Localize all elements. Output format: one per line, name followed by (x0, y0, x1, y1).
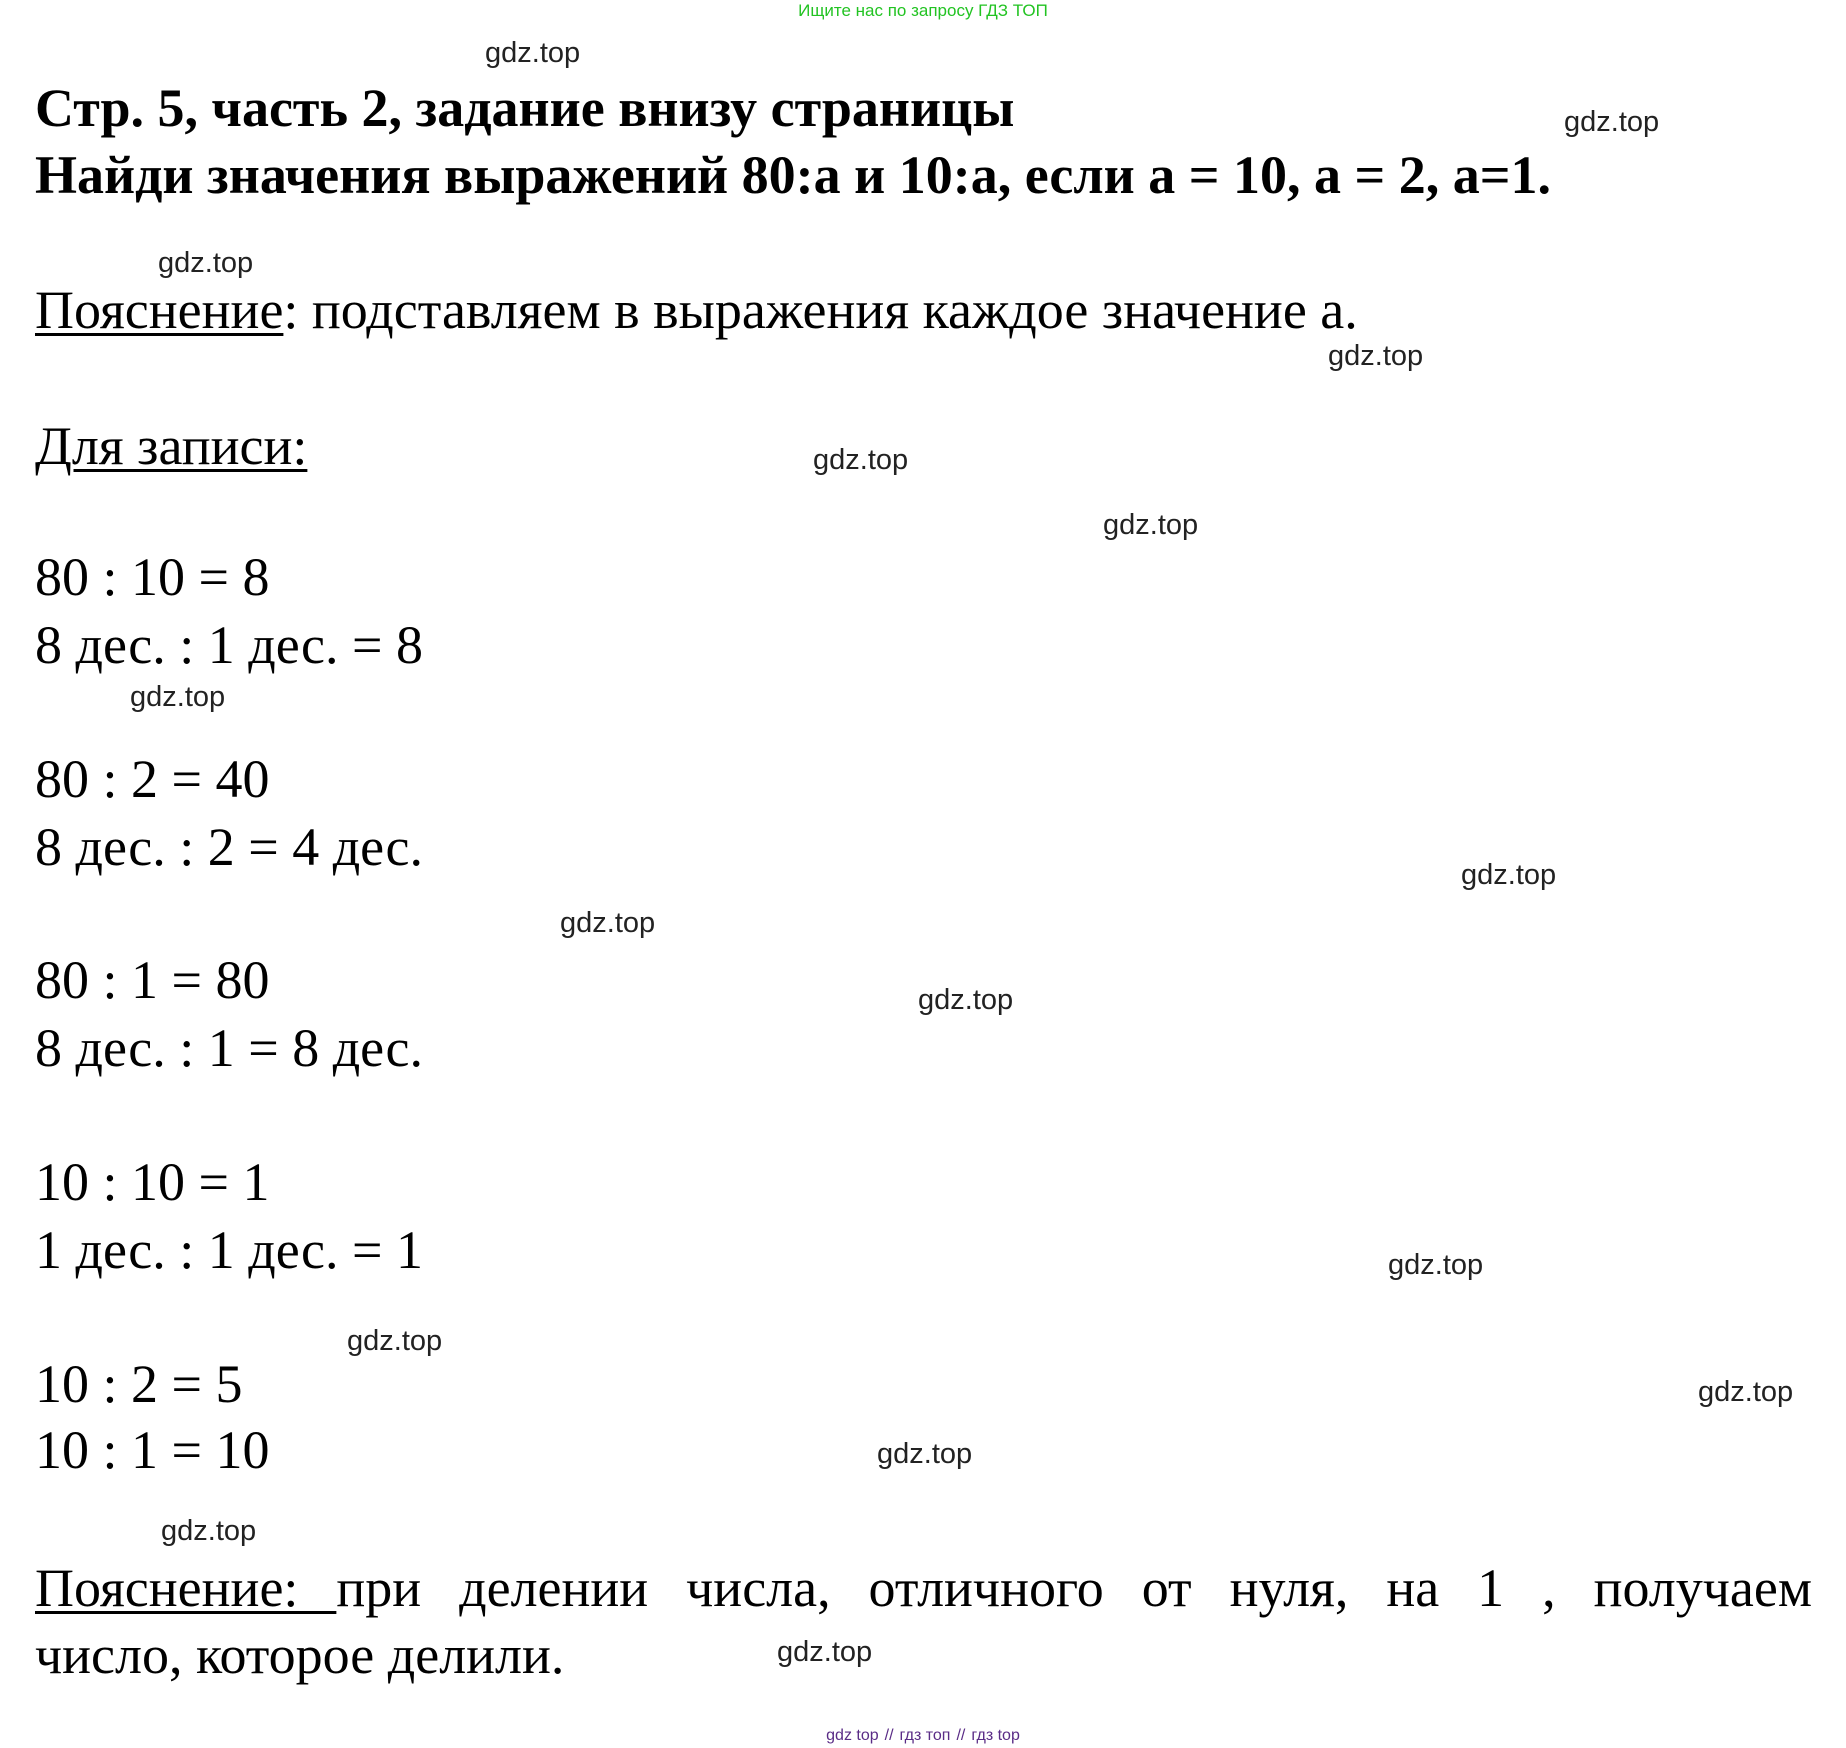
watermark: gdz.top (877, 1438, 973, 1470)
watermark: gdz.top (130, 681, 226, 713)
calc-line: 10 : 10 = 1 (35, 1152, 270, 1212)
explanation-first (35, 278, 1358, 342)
page-title: Стр. 5, часть 2, задание внизу страницы (35, 78, 1015, 138)
watermark: gdz.top (161, 1515, 257, 1547)
calc-line: 8 дес. : 2 = 4 дес. (35, 817, 423, 877)
explanation-second-line1 (35, 1555, 1812, 1622)
watermark: gdz.top (1461, 859, 1557, 891)
footer-item: гдз топ (899, 1727, 951, 1744)
watermark: gdz.top (918, 984, 1014, 1016)
calc-line: 10 : 2 = 5 (35, 1354, 243, 1414)
watermark: gdz.top (1388, 1249, 1484, 1281)
watermark: gdz.top (1328, 340, 1424, 372)
record-label: Для записи: (35, 416, 308, 476)
calc-line: 80 : 1 = 80 (35, 950, 270, 1010)
watermark: gdz.top (158, 247, 254, 279)
calc-line: 8 дес. : 1 дес. = 8 (35, 615, 423, 675)
watermark: gdz.top (1103, 509, 1199, 541)
footer-item: gdz top (826, 1727, 879, 1744)
footer-separator: // (884, 1727, 894, 1744)
explanation-second-text: при делении числа, отличного от нуля, на 1 , получаем (336, 1558, 1812, 1618)
explanation-second-line2: число, которое делили. (35, 1625, 565, 1685)
calc-line: 10 : 1 = 10 (35, 1420, 270, 1480)
explanation-text: : подставляем в выражения каждое значение а. (283, 280, 1358, 340)
calc-line: 80 : 10 = 8 (35, 547, 270, 607)
watermark: gdz.top (777, 1636, 873, 1668)
watermark: gdz.top (560, 907, 656, 939)
calc-line: 80 : 2 = 40 (35, 749, 270, 809)
explanation-second-label: Пояснение: (35, 1558, 337, 1618)
calc-line: 8 дес. : 1 = 8 дес. (35, 1018, 423, 1078)
watermark: gdz.top (485, 37, 581, 69)
footer-item: гдз top (971, 1727, 1020, 1744)
task-statement: Найди значения выражений 80:а и 10:а, если а = 10, а = 2, а=1. (35, 145, 1552, 205)
watermark: gdz.top (347, 1325, 443, 1357)
footer-links (0, 1726, 1846, 1746)
search-banner: Ищите нас по запросу ГДЗ ТОП (798, 1, 1048, 20)
watermark: gdz.top (1564, 106, 1660, 138)
calc-line: 1 дес. : 1 дес. = 1 (35, 1220, 423, 1280)
watermark: gdz.top (813, 444, 909, 476)
explanation-label: Пояснение (35, 280, 284, 340)
watermark: gdz.top (1698, 1376, 1794, 1408)
footer-separator: // (956, 1727, 966, 1744)
explanation-second (35, 1555, 1812, 1689)
